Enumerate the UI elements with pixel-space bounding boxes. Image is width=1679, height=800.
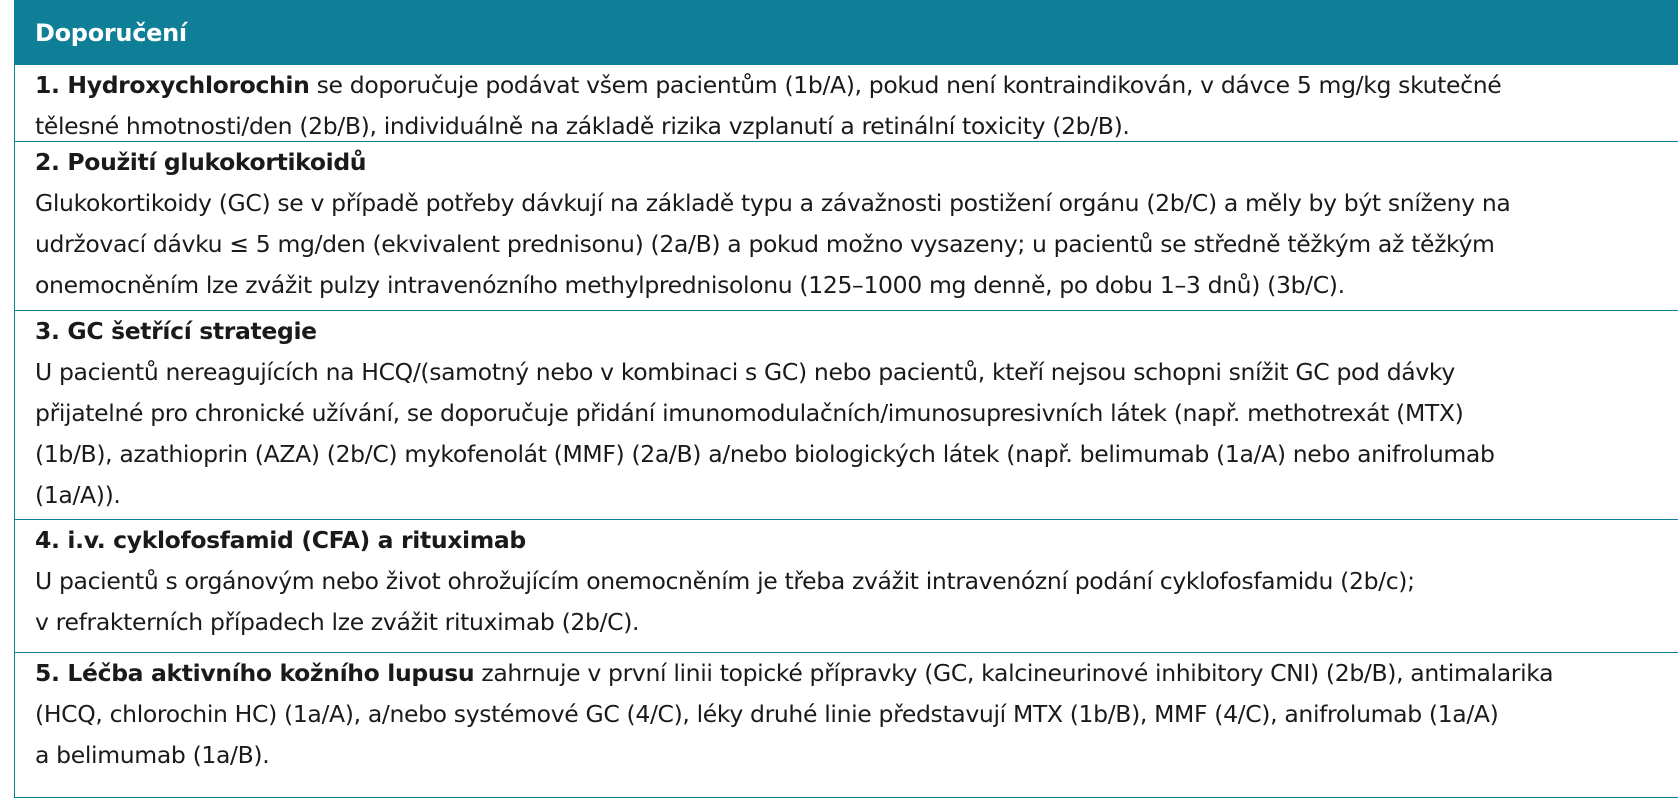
row-heading: 3. GC šetřící strategie bbox=[35, 317, 317, 345]
recommendation-row-3 bbox=[15, 311, 1678, 520]
row-lead: 5. Léčba aktivního kožního lupusu bbox=[35, 659, 475, 687]
row-line: v refrakterních případech lze zvážit rituximab (2b/C). bbox=[35, 608, 640, 636]
table-header-title: Doporučení bbox=[35, 18, 187, 47]
row-heading: 4. i.v. cyklofosfamid (CFA) a rituximab bbox=[35, 526, 526, 554]
table-header bbox=[15, 0, 1678, 65]
row-line: U pacientů s orgánovým nebo život ohrožujícím onemocněním je třeba zvážit intravenózní podání cyklofosfamidu (2b/c); bbox=[35, 567, 1415, 595]
row-lead: 1. Hydroxychlorochin bbox=[35, 71, 310, 99]
row-line: 5. Léčba aktivního kožního lupusu zahrnuje v první linii topické přípravky (GC, kalcineurinové inhibitory CNI) (2b/B), antimalarika bbox=[35, 659, 1554, 687]
row-line: 1. Hydroxychlorochin se doporučuje podávat všem pacientům (1b/A), pokud není kontraindikován, v dávce 5 mg/kg skutečné bbox=[35, 71, 1502, 99]
row-line: udržovací dávku ≤ 5 mg/den (ekvivalent prednisonu) (2a/B) a pokud možno vysazeny; u pacientů se středně těžkým až těžkým bbox=[35, 230, 1495, 258]
recommendations-table bbox=[14, 0, 1678, 798]
row-line: U pacientů nereagujících na HCQ/(samotný nebo v kombinaci s GC) nebo pacientů, kteří nejsou schopni snížit GC pod dávky bbox=[35, 358, 1455, 386]
row-line: onemocněním lze zvážit pulzy intravenózního methylprednisolonu (125–1000 mg denně, po dobu 1–3 dnů) (3b/C). bbox=[35, 271, 1345, 299]
row-heading: 2. Použití glukokortikoidů bbox=[35, 148, 367, 176]
recommendation-row-5 bbox=[15, 653, 1678, 798]
row-line: přijatelné pro chronické užívání, se doporučuje přidání imunomodulačních/imunosupresivních látek (např. methotrexát (MTX) bbox=[35, 399, 1464, 427]
row-line: a belimumab (1a/B). bbox=[35, 741, 270, 769]
row-line: (1b/B), azathioprin (AZA) (2b/C) mykofenolát (MMF) (2a/B) a/nebo biologických látek (např. belimumab (1a/A) nebo anifrolumab bbox=[35, 440, 1495, 468]
row-line: tělesné hmotnosti/den (2b/B), individuálně na základě rizika vzplanutí a retinální toxicity (2b/B). bbox=[35, 112, 1130, 140]
row-line: Glukokortikoidy (GC) se v případě potřeby dávkují na základě typu a závažnosti postižení orgánu (2b/C) a měly by být sníženy na bbox=[35, 189, 1511, 217]
row-line: (1a/A)). bbox=[35, 481, 121, 509]
recommendation-row-4 bbox=[15, 520, 1678, 653]
row-line: (HCQ, chlorochin HC) (1a/A), a/nebo systémové GC (4/C), léky druhé linie představují MTX (1b/B), MMF (4/C), anifrolumab (1a/A) bbox=[35, 700, 1499, 728]
recommendation-row-2 bbox=[15, 142, 1678, 311]
recommendation-row-1 bbox=[15, 65, 1678, 142]
